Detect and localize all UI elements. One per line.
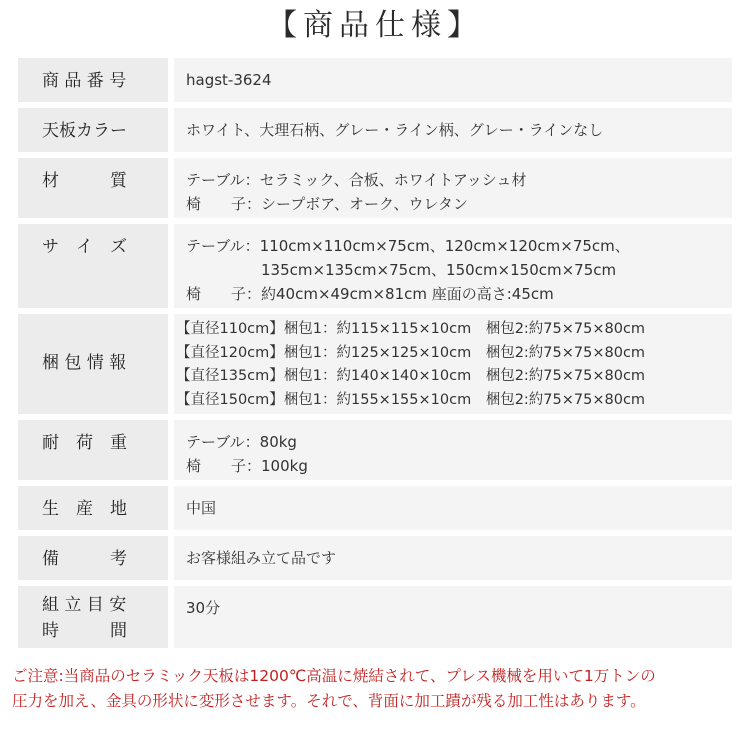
spec-label: [18, 420, 168, 480]
spec-row-load-capacity: [18, 420, 732, 480]
caution-notice: [12, 664, 742, 714]
spec-row-assembly-time: [18, 586, 732, 648]
spec-label: [18, 158, 168, 218]
spec-value: [174, 586, 732, 648]
spec-value-line: 中国: [186, 499, 217, 517]
spec-value: [174, 224, 732, 308]
spec-row-packing: [18, 314, 732, 414]
caution-line: ご注意:当商品のセラミック天板は1200℃高温に焼結されて、プレス機械を用いて1万トンの: [12, 667, 656, 685]
spec-value-line: お客様組み立て品です: [186, 549, 337, 567]
spec-row-size: [18, 224, 732, 308]
spec-label-text: 商 品 番 号: [42, 71, 127, 91]
spec-row-origin: [18, 486, 732, 530]
spec-value-line: テーブル：110cm×110cm×75cm、120cm×120cm×75cm、: [186, 237, 630, 255]
spec-value-line: テーブル：80kg: [186, 433, 297, 451]
spec-table: [18, 58, 732, 654]
spec-label-text: 材 質: [42, 171, 127, 191]
spec-label-text: 天板カラー: [42, 121, 127, 141]
spec-value: [174, 158, 732, 218]
spec-value: [174, 536, 732, 580]
spec-label-text: 生 産 地: [42, 499, 127, 519]
spec-label-text: 備 考: [42, 549, 127, 569]
spec-value-line: hagst-3624: [186, 71, 272, 89]
spec-value-line: 【直径150cm】梱包1：約155×155×10cm 梱包2:約75×75×80cm: [176, 391, 646, 408]
spec-value-line: 【直径135cm】梱包1：約140×140×10cm 梱包2:約75×75×80cm: [176, 368, 646, 384]
spec-label: [18, 108, 168, 152]
spec-value-line: 椅 子：約40cm×49cm×81cm 座面の高さ:45cm: [186, 285, 554, 303]
spec-label: [18, 486, 168, 530]
spec-value: [174, 58, 732, 102]
spec-row-material: [18, 158, 732, 218]
spec-value-line: 椅 子：シープボア、オーク、ウレタン: [186, 195, 468, 213]
spec-value-line: 135cm×135cm×75cm、150cm×150cm×75cm: [186, 261, 617, 279]
spec-label-text: サ イ ズ: [42, 237, 127, 257]
spec-value: [174, 420, 732, 480]
spec-value: [174, 314, 732, 414]
spec-label: [18, 314, 168, 414]
spec-value: [174, 108, 732, 152]
spec-label-text: 梱 包 情 報: [42, 353, 127, 373]
spec-value: [174, 486, 732, 530]
spec-row-product-number: [18, 58, 732, 102]
spec-value-line: 【直径120cm】梱包1：約125×125×10cm 梱包2:約75×75×80cm: [176, 344, 646, 361]
caution-line: 圧力を加え、金具の形状に変形させます。それで、背面に加工蹟が残る加工性はあります。: [12, 692, 646, 710]
spec-label: [18, 586, 168, 648]
spec-value-line: ホワイト、大理石柄、グレー・ライン柄、グレー・ラインなし: [186, 121, 604, 139]
spec-row-remarks: [18, 536, 732, 580]
page-title: 【商品仕様】: [267, 8, 483, 43]
spec-value-line: 椅 子：100kg: [186, 457, 308, 475]
spec-label-text: 時 間: [42, 621, 127, 641]
spec-label-text: 耐 荷 重: [42, 433, 127, 453]
spec-label: [18, 58, 168, 102]
spec-row-top-color: [18, 108, 732, 152]
spec-label: [18, 224, 168, 308]
spec-value-line: 30分: [186, 599, 221, 617]
spec-label: [18, 536, 168, 580]
spec-label-text: 組 立 目 安: [42, 595, 127, 615]
spec-value-line: 【直径110cm】梱包1：約115×115×10cm 梱包2:約75×75×80cm: [176, 321, 646, 337]
spec-value-line: テーブル：セラミック、合板、ホワイトアッシュ材: [186, 171, 527, 189]
